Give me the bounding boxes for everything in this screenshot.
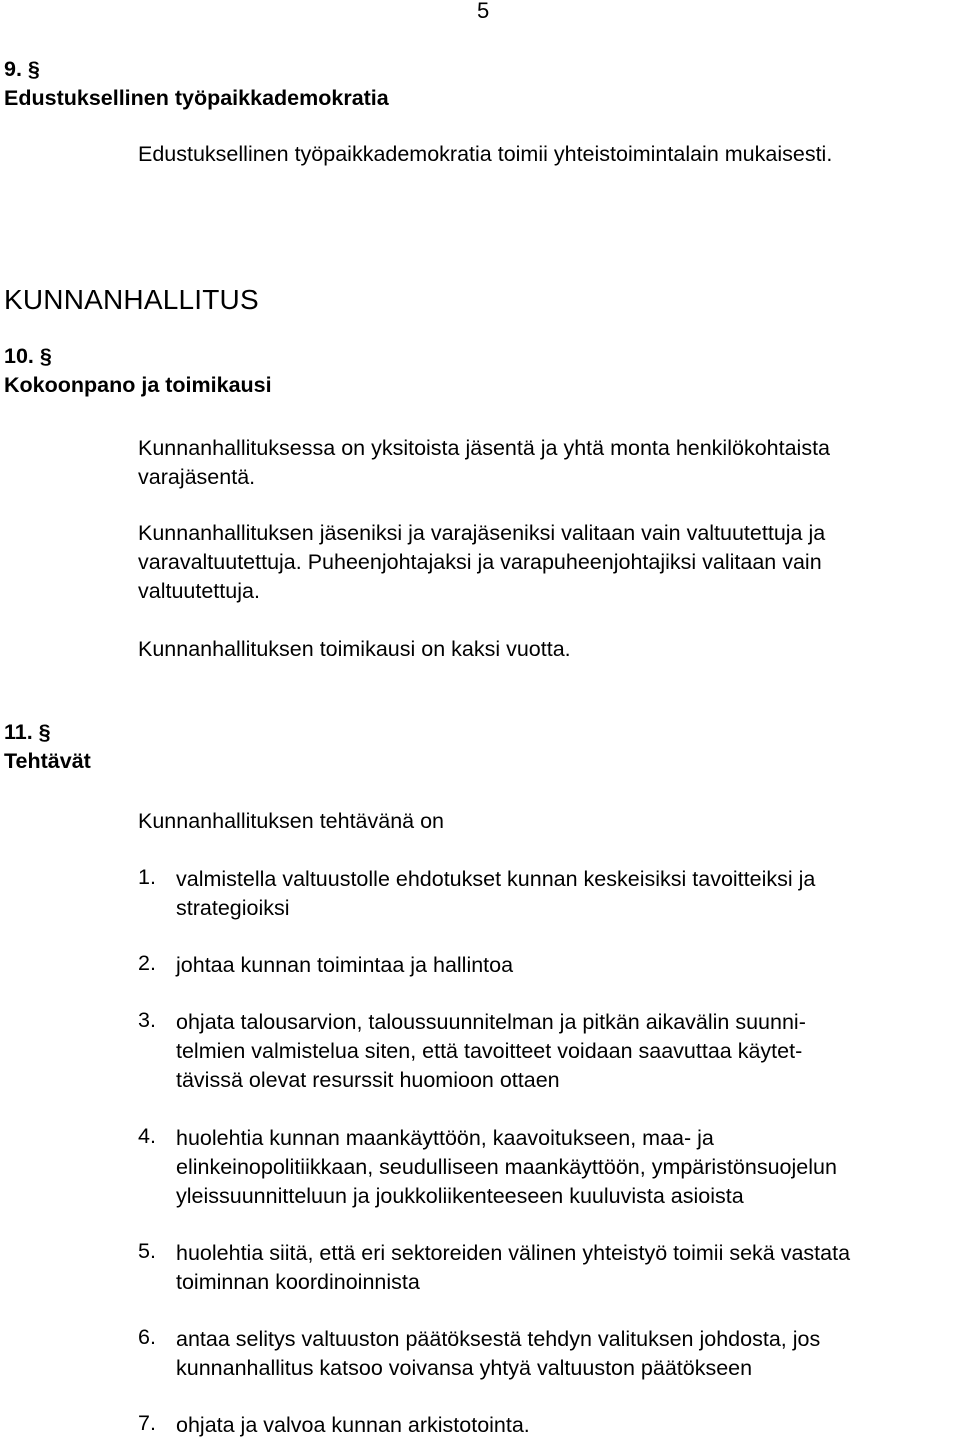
chapter-heading: KUNNANHALLITUS <box>4 284 259 315</box>
section-10-number: 10. § <box>4 344 52 368</box>
list-item-line: toiminnan koordinoinnista <box>176 1270 420 1294</box>
list-item-line: ohjata talousarvion, taloussuunnitelman ja pitkän aikavälin suunni- <box>176 1010 806 1034</box>
list-item-line: strategioiksi <box>176 896 290 920</box>
list-item-line: kunnanhallitus katsoo voivansa yhtyä valtuuston päätökseen <box>176 1356 753 1380</box>
list-item-line: johtaa kunnan toimintaa ja hallintoa <box>176 953 514 977</box>
section-9-title: Edustuksellinen työpaikkademokratia <box>4 86 389 110</box>
list-item-number: 5. <box>138 1239 156 1263</box>
section-10-p3: Kunnanhallituksen toimikausi on kaksi vuotta. <box>138 637 571 661</box>
section-10-p1-line2: varajäsentä. <box>138 465 256 489</box>
section-10-p2-line1: Kunnanhallituksen jäseniksi ja varajäseniksi valitaan vain valtuutettuja ja <box>138 521 826 545</box>
list-item-line: telmien valmistelua siten, että tavoitteet voidaan saavuttaa käytet- <box>176 1039 803 1063</box>
list-item-number: 7. <box>138 1411 156 1435</box>
section-11-title: Tehtävät <box>4 749 91 773</box>
list-item-line: antaa selitys valtuuston päätöksestä tehdyn valituksen johdosta, jos <box>176 1327 821 1351</box>
list-item-number: 2. <box>138 951 156 975</box>
list-item-line: ohjata ja valvoa kunnan arkistotointa. <box>176 1413 530 1437</box>
list-item-line: elinkeinopolitiikkaan, seudulliseen maankäyttöön, ympäristönsuojelun <box>176 1155 837 1179</box>
list-item-line: valmistella valtuustolle ehdotukset kunnan keskeisiksi tavoitteiksi ja <box>176 867 816 891</box>
list-item-line: huolehtia kunnan maankäyttöön, kaavoitukseen, maa- ja <box>176 1126 714 1150</box>
section-10-p2-line2: varavaltuutettuja. Puheenjohtajaksi ja varapuheenjohtajiksi valitaan vain <box>138 550 822 574</box>
list-item-number: 6. <box>138 1325 156 1349</box>
section-10-p2-line3: valtuutettuja. <box>138 579 260 603</box>
section-11-number: 11. § <box>4 720 51 744</box>
list-item-number: 4. <box>138 1124 156 1148</box>
section-10-p1-line1: Kunnanhallituksessa on yksitoista jäsentä ja yhtä monta henkilökohtaista <box>138 436 830 460</box>
list-item-line: tävissä olevat resurssit huomioon ottaen <box>176 1068 560 1092</box>
section-9-paragraph: Edustuksellinen työpaikkademokratia toimii yhteistoimintalain mukaisesti. <box>138 142 833 166</box>
list-item-number: 3. <box>138 1008 156 1032</box>
list-item-line: yleissuunnitteluun ja joukkoliikenteeseen kuuluvista asioista <box>176 1184 744 1208</box>
list-item-number: 1. <box>138 865 156 889</box>
section-10-title: Kokoonpano ja toimikausi <box>4 373 272 397</box>
page-number: 5 <box>477 0 490 23</box>
section-9-number: 9. § <box>4 57 40 81</box>
section-11-intro: Kunnanhallituksen tehtävänä on <box>138 809 445 833</box>
list-item-line: huolehtia siitä, että eri sektoreiden välinen yhteistyö toimii sekä vastata <box>176 1241 851 1265</box>
